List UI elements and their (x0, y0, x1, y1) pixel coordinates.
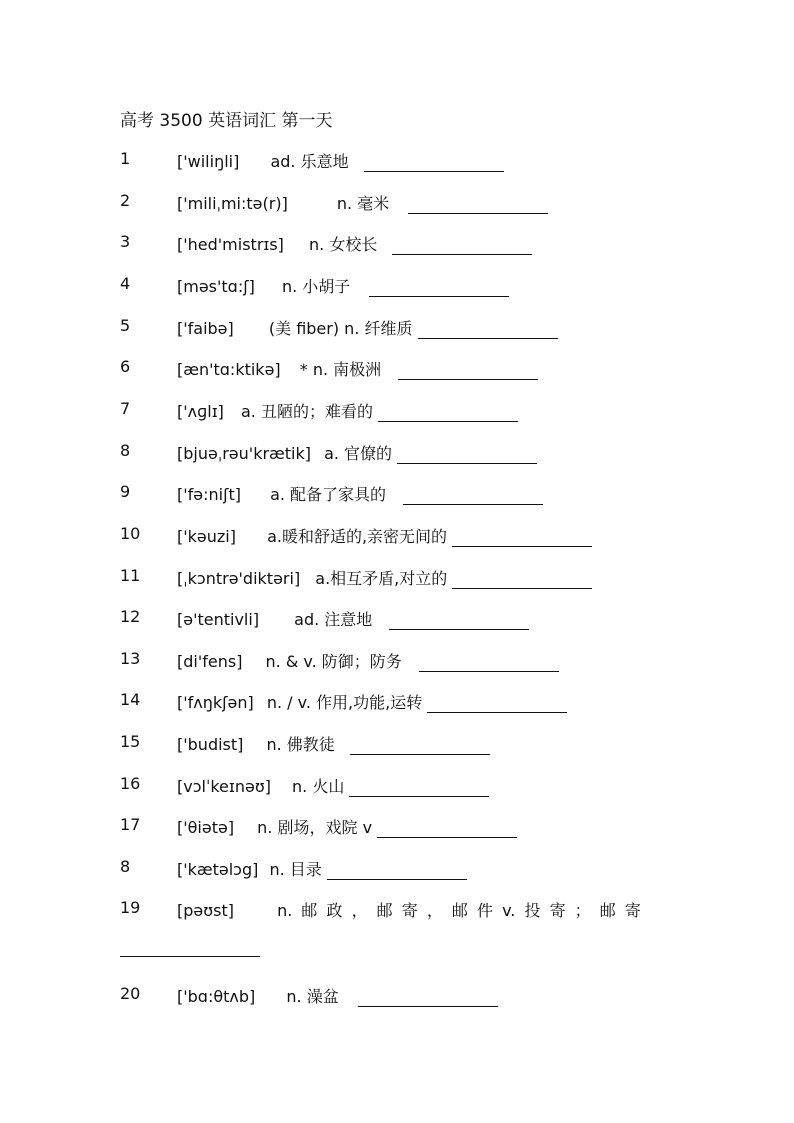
answer-blank[interactable] (452, 570, 592, 589)
entry-number: 2 (120, 191, 131, 210)
answer-blank[interactable] (408, 195, 548, 214)
entry-pronunciation: ['miliˌmi:tə(r)] (177, 194, 288, 213)
entry-meaning: (美 fiber) n. 纤维质 (268, 319, 413, 338)
entry-meaning: a. 配备了家具的 (270, 485, 387, 504)
entry-number: 6 (120, 357, 131, 376)
entry-meaning: n. 目录 (269, 860, 322, 879)
entry-number: 11 (120, 566, 141, 585)
entry-number: 13 (120, 649, 141, 668)
entry-meaning: n. 火山 (292, 777, 345, 796)
answer-blank[interactable] (364, 153, 504, 172)
entry-pronunciation: [pəʊst] (177, 901, 234, 920)
answer-blank[interactable] (120, 938, 260, 957)
entry-number: 12 (120, 607, 141, 626)
answer-blank[interactable] (350, 736, 490, 755)
entry-meaning: n. 佛教徒 (266, 735, 335, 754)
entry-pronunciation: ['kætəlɔg] (177, 860, 259, 879)
entry-pronunciation: [vɔlˈkeɪnəʊ] (177, 777, 271, 796)
entry-meaning: a.暖和舒适的,亲密无间的 (267, 527, 448, 546)
entry-meaning: a. 丑陋的；难看的 (241, 402, 373, 421)
answer-blank[interactable] (377, 819, 517, 838)
entry-pronunciation: ['θiətə] (177, 818, 235, 837)
entry-meaning: n. 剧场，戏院 v (257, 818, 373, 837)
answer-blank[interactable] (418, 320, 558, 339)
answer-blank[interactable] (378, 403, 518, 422)
entry-meaning: n. 小胡子 (281, 277, 351, 296)
entry-meaning: n. 女校长 (309, 235, 378, 254)
entry-pronunciation: [ə'tentivli] (177, 610, 260, 629)
entry-number: 17 (120, 815, 141, 834)
entry-number: 3 (120, 232, 131, 251)
answer-blank[interactable] (427, 694, 567, 713)
entry-number: 4 (120, 274, 131, 293)
entry-number: 9 (120, 482, 131, 501)
entry-meaning: n. / v. 作用,功能,运转 (266, 693, 423, 712)
entry-meaning: * n. 南极洲 (299, 360, 382, 379)
entry-pronunciation: ['wiliŋli] (177, 152, 240, 171)
answer-blank[interactable] (327, 861, 467, 880)
entry-meaning: a. 官僚的 (324, 444, 393, 463)
answer-blank[interactable] (403, 486, 543, 505)
entry-number: 14 (120, 690, 141, 709)
entry-pronunciation: ['faibə] (177, 319, 234, 338)
entry-number: 10 (120, 524, 141, 543)
entry-pronunciation: ['hed'mistrɪs] (177, 235, 284, 254)
entry-pronunciation: [bjuəˌrəu'krætik] (177, 444, 311, 463)
entry-number: 1 (120, 149, 131, 168)
answer-blank[interactable] (358, 988, 498, 1007)
entry-pronunciation: [ˌkɔntrə'diktəri] (177, 569, 301, 588)
entry-pronunciation: [məs'tɑ:ʃ] (177, 277, 255, 296)
entry-number: 19 (120, 898, 141, 917)
entry-number: 16 (120, 774, 141, 793)
entry-pronunciation: [di'fens] (177, 652, 243, 671)
entry-meaning: a.相互矛盾,对立的 (315, 569, 448, 588)
answer-blank[interactable] (452, 528, 592, 547)
entry-pronunciation: ['fə:niʃt] (177, 485, 241, 504)
entry-meaning: n. 邮 政 ， 邮 寄 ， 邮 件 v. 投 寄 ； 邮 寄 (277, 901, 641, 920)
entry-pronunciation: ['ʌɡlɪ] (177, 402, 224, 421)
entry-meaning: n. & v. 防御；防务 (265, 652, 402, 671)
answer-blank[interactable] (369, 278, 509, 297)
entry-meaning: ad. 乐意地 (270, 152, 349, 171)
entry-pronunciation: ['bɑ:θtʌb] (177, 987, 256, 1006)
answer-blank[interactable] (397, 445, 537, 464)
entry-number: 5 (120, 316, 131, 335)
page-title: 高考 3500 英语词汇 第一天 (120, 111, 333, 131)
entry-meaning: n. 澡盆 (286, 987, 339, 1006)
answer-blank[interactable] (389, 611, 529, 630)
entry-pronunciation: ['fʌŋkʃən] (177, 693, 254, 712)
entry-meaning: n. 毫米 (336, 194, 390, 213)
entry-number: 8 (120, 857, 131, 876)
entry-pronunciation: [æn'tɑ:ktikə] (177, 360, 281, 379)
entry-pronunciation: ['budist] (177, 735, 244, 754)
answer-blank[interactable] (349, 778, 489, 797)
answer-blank[interactable] (392, 236, 532, 255)
entry-meaning: ad. 注意地 (294, 610, 373, 629)
entry-pronunciation: ['kəuzi] (177, 527, 236, 546)
entry-number: 20 (120, 984, 141, 1003)
entry-number: 7 (120, 399, 131, 418)
answer-blank[interactable] (398, 361, 538, 380)
entry-number: 8 (120, 441, 131, 460)
answer-blank[interactable] (419, 653, 559, 672)
entry-number: 15 (120, 732, 141, 751)
